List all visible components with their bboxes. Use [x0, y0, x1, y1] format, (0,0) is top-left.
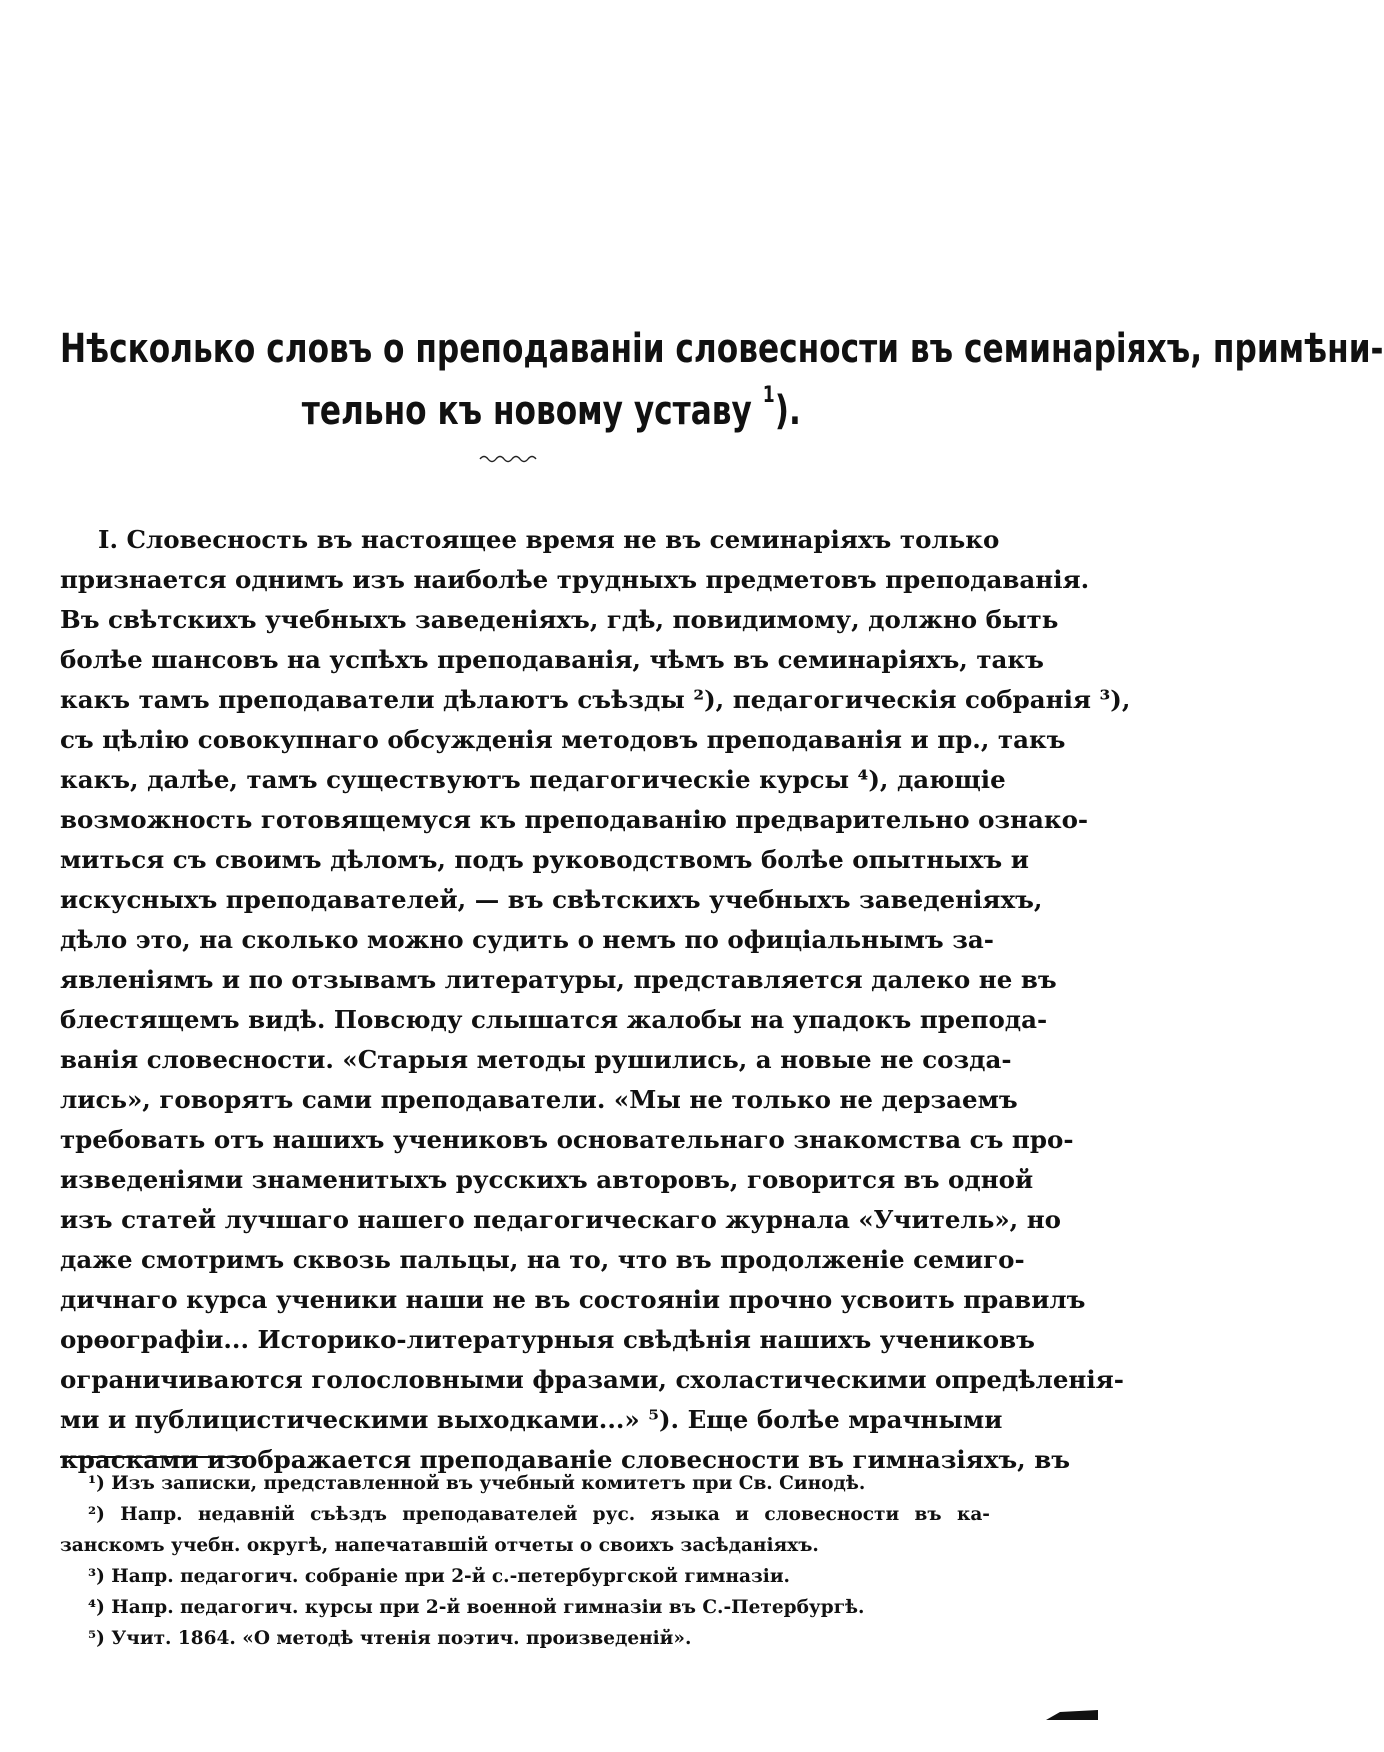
body-line: красками изображается преподаваніе словесности въ гимназіяхъ, въ: [60, 1445, 1071, 1474]
body-line: какъ, далѣе, тамъ существуютъ педагогическіе курсы ⁴), дающіе: [60, 765, 1006, 794]
footnote-5: ⁵) Учит. 1864. «О методѣ чтенія поэтич. произведеній».: [88, 1628, 692, 1649]
title-line-1: Нѣсколько словъ о преподаваніи словесности въ семинаріяхъ, примѣни-: [60, 326, 1384, 372]
body-line: ограничиваются голословными фразами, схоластическими опредѣленія-: [60, 1365, 1124, 1394]
body-line: требовать отъ нашихъ учениковъ основательнаго знакомства съ про-: [60, 1125, 1074, 1154]
body-line: лись», говорятъ сами преподаватели. «Мы не только не дерзаемъ: [60, 1085, 1018, 1114]
title-line-2: [60, 380, 1004, 442]
footnote-2-continued: занскомъ учебн. округѣ, напечатавшій отчеты о своихъ засѣданіяхъ.: [60, 1535, 819, 1556]
footnotes: [60, 1468, 990, 1654]
footnote-1: ¹) Изъ записки, представленной въ учебный комитетъ при Св. Синодѣ.: [88, 1473, 866, 1494]
body-line: миться съ своимъ дѣломъ, подъ руководствомъ болѣе опытныхъ и: [60, 845, 1029, 874]
title-ornament: [478, 452, 538, 464]
body-line: блестящемъ видѣ. Повсюду слышатся жалобы на упадокъ препода-: [60, 1005, 1048, 1034]
body-line: I. Словесность въ настоящее время не въ семинаріяхъ только: [98, 525, 1000, 554]
title-line-2-text: тельно къ новому уставу: [301, 388, 752, 434]
body-line: явленіямъ и по отзывамъ литературы, представляется далеко не въ: [60, 965, 1057, 994]
footnote-2: ²) Напр. недавній съѣздъ преподавателей рус. языка и словесности въ ка-: [88, 1504, 990, 1525]
body-line: болѣе шансовъ на успѣхъ преподаванія, чѣмъ въ семинаріяхъ, такъ: [60, 645, 1044, 674]
body-line: изведеніями знаменитыхъ русскихъ авторовъ, говорится въ одной: [60, 1165, 1034, 1194]
footnote-4: ⁴) Напр. педагогич. курсы при 2-й военной гимназіи въ С.-Петербургѣ.: [88, 1597, 865, 1618]
body-line: съ цѣлію совокупнаго обсужденія методовъ преподаванія и пр., такъ: [60, 725, 1066, 754]
body-line: изъ статей лучшаго нашего педагогическаго журнала «Учитель», но: [60, 1205, 1061, 1234]
body-line: Въ свѣтскихъ учебныхъ заведеніяхъ, гдѣ, повидимому, должно быть: [60, 605, 1059, 634]
footnote-3: ³) Напр. педагогич. собраніе при 2-й с.-петербургской гимназіи.: [88, 1566, 790, 1587]
title-footnote-ref: 1: [762, 383, 775, 408]
article-title: [60, 318, 1384, 442]
body-line: признается однимъ изъ наиболѣе трудныхъ предметовъ преподаванія.: [60, 565, 1090, 594]
body-line: искусныхъ преподавателей, — въ свѣтскихъ учебныхъ заведеніяхъ,: [60, 885, 1043, 914]
scan-mark: [1042, 1706, 1102, 1722]
article-body: [60, 520, 1131, 1480]
body-line: какъ тамъ преподаватели дѣлаютъ съѣзды ²), педагогическія собранія ³),: [60, 685, 1131, 714]
body-line: возможность готовящемуся къ преподаванію предварительно ознако-: [60, 805, 1089, 834]
body-line: орѳографіи... Историко-литературныя свѣдѣнія нашихъ учениковъ: [60, 1325, 1035, 1354]
body-line: дѣло это, на сколько можно судить о немъ по офиціальнымъ за-: [60, 925, 994, 954]
body-line: даже смотримъ сквозь пальцы, на то, что въ продолженіе семиго-: [60, 1245, 1025, 1274]
body-line: ми и публицистическими выходками...» ⁵). Еще болѣе мрачными: [60, 1405, 1003, 1434]
footnote-divider: [60, 1456, 248, 1458]
body-line: дичнаго курса ученики наши не въ состояніи прочно усвоить правилъ: [60, 1285, 1086, 1314]
title-close: ).: [774, 388, 801, 434]
body-line: ванія словесности. «Старыя методы рушились, а новые не созда-: [60, 1045, 1012, 1074]
